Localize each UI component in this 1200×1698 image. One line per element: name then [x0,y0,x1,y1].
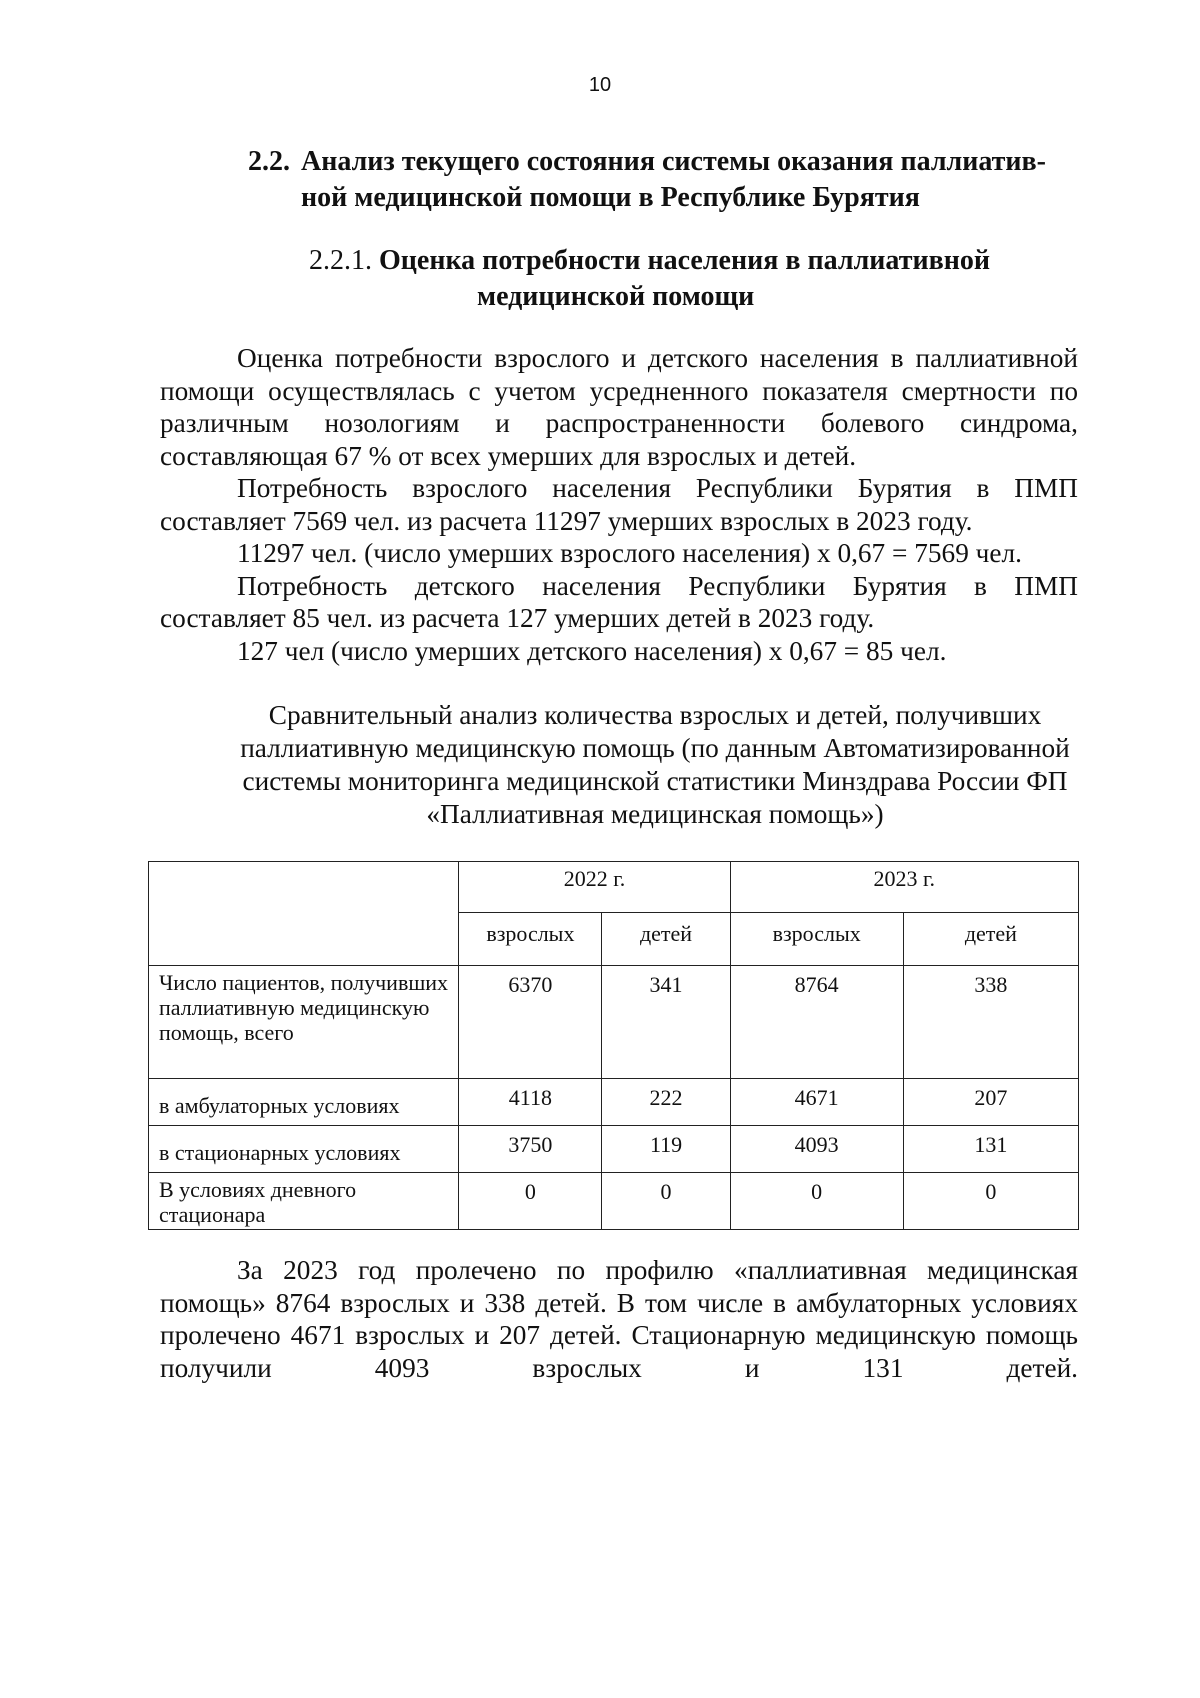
table-header-row [149,862,1079,913]
row-label: В условиях дневного стационара [149,1173,459,1230]
paragraph: 127 чел (число умерших детского населения) х 0,67 = 85 чел. [237,635,947,666]
table-cell: 0 [730,1173,903,1230]
column-header: детей [903,913,1078,966]
table-row [149,966,1079,1079]
data-table [148,861,1079,1230]
table-cell: 4118 [459,1079,602,1126]
year-header: 2022 г. [459,862,730,913]
table-cell: 338 [903,966,1078,1079]
section-title-line2: ной медицинской помощи в Республике Бурятия [301,182,920,213]
table-row [149,1173,1079,1230]
row-label: в стационарных условиях [149,1126,459,1173]
body-text [160,342,1078,667]
table-cell: 222 [602,1079,730,1126]
table-cell: 6370 [459,966,602,1079]
table-cell: 4093 [730,1126,903,1173]
table-corner-cell [149,862,459,966]
table-cell: 341 [602,966,730,1079]
row-label: Число пациентов, получивших паллиативную медицинскую помощь, всего [149,966,459,1079]
section-heading [248,144,1078,216]
table-cell: 207 [903,1079,1078,1126]
table-cell: 8764 [730,966,903,1079]
table-caption: Сравнительный анализ количества взрослых и детей, получивших паллиативную медицинскую помощь (по данным Автоматизированной системы мониторинга медицинской статистики Минздрава России ФП «Паллиативная медицинская помощь») [240,700,1070,829]
table-cell: 131 [903,1126,1078,1173]
paragraph: Потребность взрослого населения Республики Бурятия в ПМП составляет 7569 чел. из расчета 11297 умерших взрослых в 2023 году. [160,473,1078,536]
table-cell: 3750 [459,1126,602,1173]
column-header: взрослых [730,913,903,966]
table-cell: 4671 [730,1079,903,1126]
section-number: 2.2. [248,146,290,177]
table-cell: 0 [459,1173,602,1230]
paragraph: Оценка потребности взрослого и детского населения в паллиативной помощи осуществлялась с учетом усредненного показателя смертности по различным нозологиям и распространенности болевого синдрома, составляющая 67 % от всех умерших для взрослых и детей. [160,343,1078,471]
conclusion-text [160,1254,1078,1384]
year-header: 2023 г. [730,862,1078,913]
page-number: 10 [588,74,612,96]
column-header: детей [602,913,730,966]
table-row [149,1079,1079,1126]
conclusion-paragraph: За 2023 год пролечено по профилю «паллиативная медицинская помощь» 8764 взрослых и 338 детей. В том числе в амбулаторных условиях пролечено 4671 взрослых и 207 детей. Стационарную медицинскую помощь получили 4093 взрослых и 131 детей. [160,1255,1078,1383]
table-cell: 0 [903,1173,1078,1230]
subsection-title-line2: медицинской помощи [477,281,755,312]
table-cell: 119 [602,1126,730,1173]
subsection-title-line1: Оценка потребности населения в паллиативной [379,245,990,276]
subsection-number: 2.2.1. [309,245,372,276]
table-cell: 0 [602,1173,730,1230]
paragraph: 11297 чел. (число умерших взрослого населения) х 0,67 = 7569 чел. [237,538,1022,568]
row-label: в амбулаторных условиях [149,1079,459,1126]
subsection-heading [0,243,1200,315]
table-row [149,1126,1079,1173]
paragraph: Потребность детского населения Республики Бурятия в ПМП составляет 85 чел. из расчета 127 умерших детей в 2023 году. [160,570,1078,633]
section-title-line1: Анализ текущего состояния системы оказания паллиатив- [301,146,1046,177]
column-header: взрослых [459,913,602,966]
